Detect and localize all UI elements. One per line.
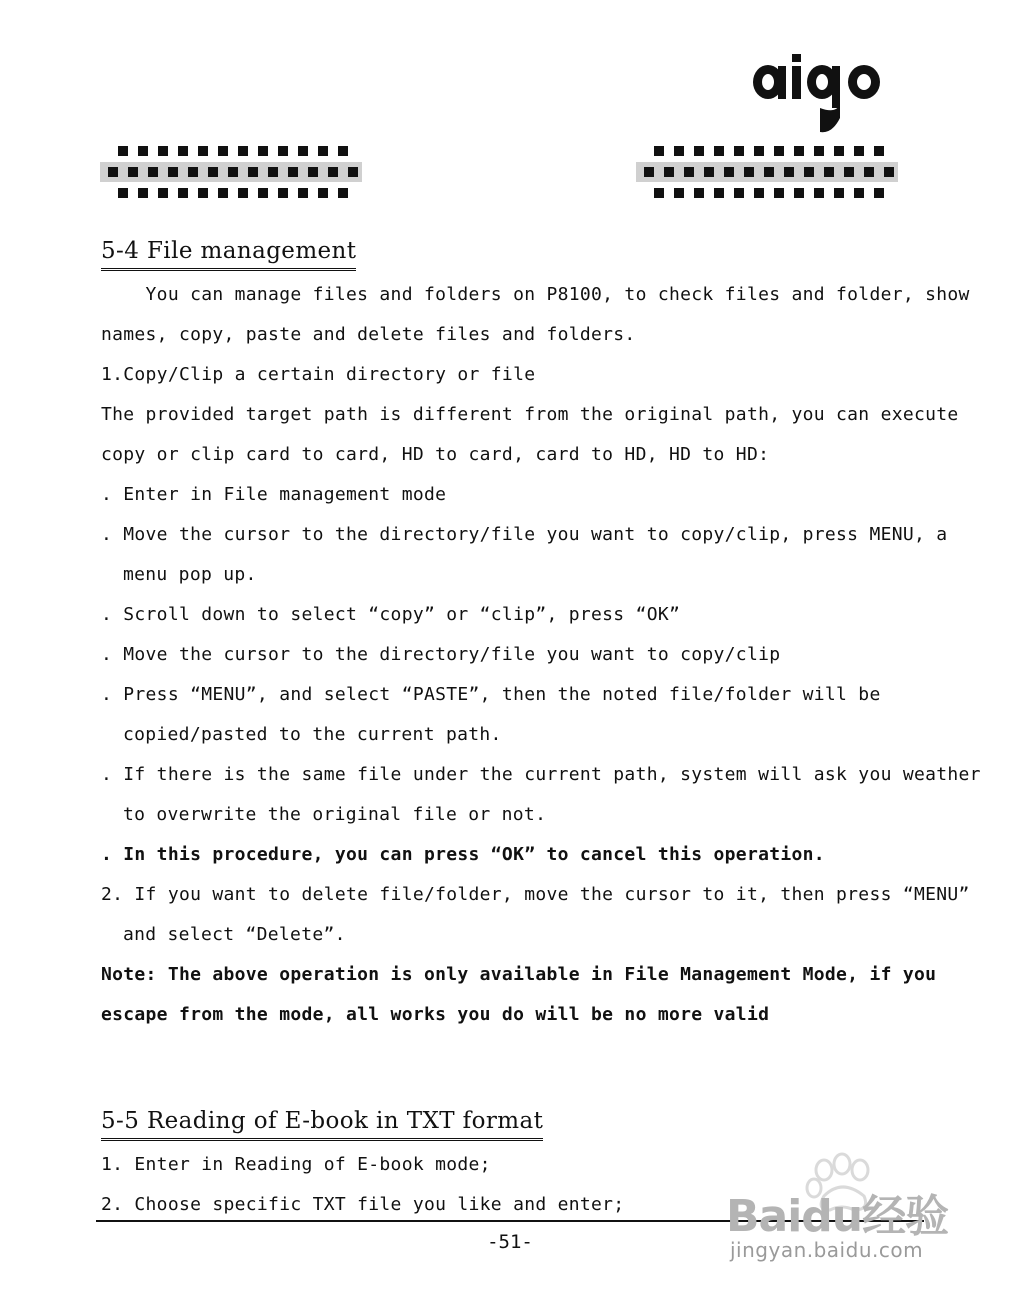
text-line: copy or clip card to card, HD to card, card to HD, HD to HD: xyxy=(101,444,770,465)
page-number: -51- xyxy=(487,1231,533,1253)
text-line: menu pop up. xyxy=(123,564,257,585)
text-line: and select “Delete”. xyxy=(123,924,346,945)
checker-pattern-right xyxy=(636,144,898,200)
text-line: . In this procedure, you can press “OK” to cancel this operation. xyxy=(101,844,825,865)
watermark-brand: Baidu经验 xyxy=(726,1191,949,1242)
checker-pattern-left xyxy=(100,144,362,200)
watermark-url: jingyan.baidu.com xyxy=(730,1238,924,1262)
text-line: 1. Enter in Reading of E-book mode; xyxy=(101,1154,491,1175)
text-line: to overwrite the original file or not. xyxy=(123,804,547,825)
text-line: . Enter in File management mode xyxy=(101,484,447,505)
text-line: copied/pasted to the current path. xyxy=(123,724,502,745)
section-heading-ebook-reading: 5-5 Reading of E-book in TXT format xyxy=(101,1107,543,1141)
text-line: . Move the cursor to the directory/file you want to copy/clip, press MENU, a xyxy=(101,524,948,545)
text-line: 1.Copy/Clip a certain directory or file xyxy=(101,364,536,385)
section-heading-file-management: 5-4 File management xyxy=(101,237,356,271)
text-line: The provided target path is different from the original path, you can execute xyxy=(101,404,959,425)
aigo-logo xyxy=(748,52,888,137)
text-line: . Move the cursor to the directory/file you want to copy/clip xyxy=(101,644,781,665)
text-line: . If there is the same file under the current path, system will ask you weather xyxy=(101,764,981,785)
text-line: 2. Choose specific TXT file you like and enter; xyxy=(101,1194,625,1215)
text-line: . Press “MENU”, and select “PASTE”, then the noted file/folder will be xyxy=(101,684,881,705)
text-line: Note: The above operation is only available in File Management Mode, if you xyxy=(101,964,937,985)
text-line: 2. If you want to delete file/folder, move the cursor to it, then press “MENU” xyxy=(101,884,970,905)
text-line: escape from the mode, all works you do will be no more valid xyxy=(101,1004,770,1025)
text-line: names, copy, paste and delete files and folders. xyxy=(101,324,636,345)
text-line: . Scroll down to select “copy” or “clip”, press “OK” xyxy=(101,604,681,625)
text-line: You can manage files and folders on P8100, to check files and folder, show xyxy=(101,284,970,305)
